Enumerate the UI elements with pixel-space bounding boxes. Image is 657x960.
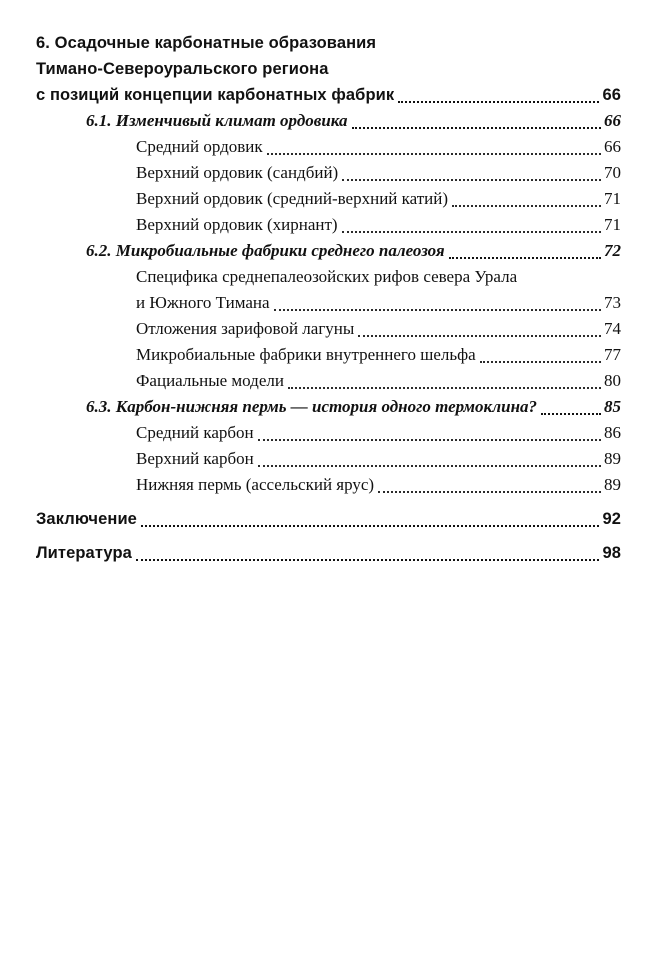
toc-entry-text: Верхний ордовик (сандбий) [136, 163, 339, 182]
toc-entry-text: Нижняя пермь (ассельский ярус) [136, 475, 375, 494]
toc-entry-row [86, 108, 621, 134]
toc-entry-text: Микробиальные фабрики внутреннего шельфа [136, 345, 476, 364]
toc-entry-text: Верхний карбон [136, 449, 254, 468]
toc-entry-row [136, 420, 621, 446]
dot-leader [449, 257, 601, 259]
dot-leader [398, 101, 599, 103]
toc-entry [36, 108, 621, 134]
page-number: 74 [604, 319, 621, 338]
page-number: 71 [604, 215, 621, 234]
dot-leader [258, 465, 601, 467]
toc-entry-text: Литература [36, 544, 132, 562]
toc-entry-text: Верхний ордовик (хирнант) [136, 215, 338, 234]
toc-entry-row [136, 134, 621, 160]
toc-entry-row [36, 506, 621, 532]
page-number: 73 [604, 293, 621, 312]
toc-entry [36, 134, 621, 160]
toc-entry-text: Тимано-Североуральского региона [36, 60, 329, 78]
page-number: 70 [604, 163, 621, 182]
toc-entry-text: Заключение [36, 510, 137, 528]
toc-entry-row [36, 82, 621, 108]
toc-entry [36, 160, 621, 186]
toc-entry-text: Фациальные модели [136, 371, 284, 390]
toc-entry [36, 420, 621, 446]
dot-leader [274, 309, 601, 311]
toc-entry [36, 316, 621, 342]
toc-entry-row [136, 160, 621, 186]
page-number: 89 [604, 475, 621, 494]
toc-list [36, 30, 621, 566]
page-number: 98 [602, 544, 621, 562]
dot-leader [352, 127, 602, 129]
dot-leader [541, 413, 601, 415]
toc-entry-text: Отложения зарифовой лагуны [136, 319, 355, 338]
page-number: 89 [604, 449, 621, 468]
dot-leader [452, 205, 601, 207]
toc-entry-text: 6.1. Изменчивый климат ордовика [86, 111, 348, 130]
toc-entry-text: и Южного Тимана [136, 293, 270, 312]
toc-entry [36, 212, 621, 238]
dot-leader [136, 559, 599, 561]
page-number: 66 [602, 86, 621, 104]
toc-entry-row [86, 238, 621, 264]
toc-entry-text: с позиций концепции карбонатных фабрик [36, 86, 395, 104]
dot-leader [480, 361, 601, 363]
toc-entry-text: Средний карбон [136, 423, 254, 442]
toc-entry [36, 394, 621, 420]
page-number: 66 [604, 137, 621, 156]
page-number: 66 [604, 111, 621, 130]
dot-leader [267, 153, 601, 155]
page-number: 77 [604, 345, 621, 364]
dot-leader [378, 491, 601, 493]
toc-entry-row [136, 368, 621, 394]
toc-entry [36, 238, 621, 264]
toc-entry [36, 186, 621, 212]
toc-entry [36, 368, 621, 394]
toc-entry-text: 6.3. Карбон-нижняя пермь — история одного термоклина? [86, 397, 538, 416]
page-number: 71 [604, 189, 621, 208]
toc-entry-text: 6. Осадочные карбонатные образования [36, 34, 377, 52]
dot-leader [288, 387, 601, 389]
dot-leader [358, 335, 601, 337]
toc-entry [36, 30, 621, 108]
toc-entry-row [136, 186, 621, 212]
toc-entry-row [136, 212, 621, 238]
toc-entry [36, 342, 621, 368]
dot-leader [342, 179, 601, 181]
toc-entry-row [136, 446, 621, 472]
toc-entry-row [136, 342, 621, 368]
toc-entry [36, 472, 621, 498]
page-number: 80 [604, 371, 621, 390]
toc-entry [36, 540, 621, 566]
toc-entry-text: Верхний ордовик (средний-верхний катий) [136, 189, 449, 208]
dot-leader [342, 231, 601, 233]
toc-entry-row [136, 472, 621, 498]
toc-entry [36, 446, 621, 472]
toc-entry-text: Специфика среднепалеозойских рифов севера Урала [136, 267, 518, 286]
toc-entry [36, 264, 621, 316]
toc-entry [36, 506, 621, 532]
page-number: 85 [604, 397, 621, 416]
toc-entry-row [136, 316, 621, 342]
toc-entry-row [36, 540, 621, 566]
toc-entry-row [136, 290, 621, 316]
page-number: 86 [604, 423, 621, 442]
dot-leader [258, 439, 601, 441]
dot-leader [141, 525, 599, 527]
page-number: 72 [604, 241, 621, 260]
toc-entry-row [86, 394, 621, 420]
toc-entry-text: Средний ордовик [136, 137, 263, 156]
page-number: 92 [602, 510, 621, 528]
toc-entry-text: 6.2. Микробиальные фабрики среднего палеозоя [86, 241, 445, 260]
